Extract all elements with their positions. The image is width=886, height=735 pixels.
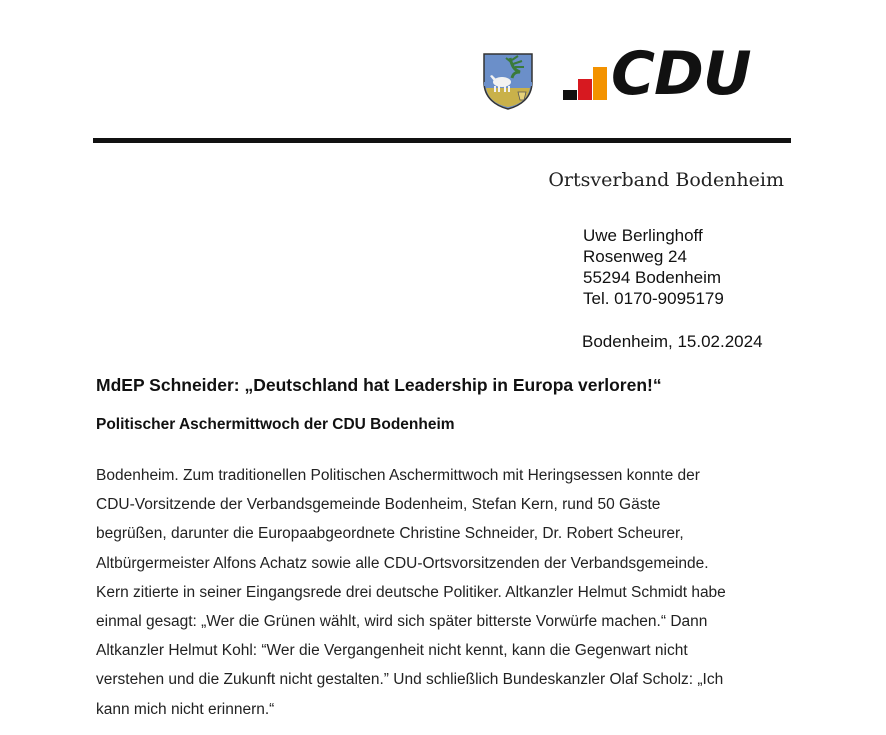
cdu-bars-icon [563, 52, 613, 102]
sender-city: 55294 Bodenheim [583, 268, 722, 287]
body-line: CDU-Vorsitzende der Verbandsgemeinde Bodenheim, Stefan Kern, rund 50 Gäste [96, 496, 661, 514]
subheadline: Politischer Aschermittwoch der CDU Bodenheim [96, 416, 455, 433]
bodenheim-crest-icon [482, 52, 534, 110]
body-paragraph [96, 461, 796, 724]
sender-street: Rosenweg 24 [583, 247, 687, 266]
body-line: Altkanzler Helmut Kohl: “Wer die Vergangenheit nicht kennt, kann die Gegenwart nicht [96, 642, 688, 660]
body-line: einmal gesagt: „Wer die Grünen wählt, wird sich später bitterste Vorwürfe machen.“ Dann [96, 613, 708, 631]
cdu-logo [563, 39, 789, 109]
body-line: verstehen und die Zukunft nicht gestalten.” Und schließlich Bundeskanzler Olaf Scholz: „Ich [96, 671, 724, 689]
page-title: MdEP Schneider: „Deutschland hat Leadership in Europa verloren!“ [96, 375, 662, 395]
body-line: begrüßen, darunter die Europaabgeordnete Christine Schneider, Dr. Robert Scheurer, [96, 525, 684, 543]
body-line: Kern zitierte in seiner Eingangsrede drei deutsche Politiker. Altkanzler Helmut Schmidt habe [96, 583, 726, 601]
sender-phone: Tel. 0170-9095179 [583, 289, 724, 308]
sender-name: Uwe Berlinghoff [583, 226, 703, 245]
date-line: Bodenheim, 15.02.2024 [582, 332, 763, 351]
ortsverband-label: Ortsverband Bodenheim [548, 169, 784, 191]
sender-address [583, 225, 724, 309]
cdu-wordmark: CDU [611, 39, 751, 109]
header-divider [93, 138, 791, 143]
body-line: Bodenheim. Zum traditionellen Politischen Aschermittwoch mit Heringsessen konnte der [96, 467, 700, 484]
body-line: Altbürgermeister Alfons Achatz sowie alle CDU-Ortsvorsitzenden der Verbandsgemeinde. [96, 554, 709, 572]
body-line: kann mich nicht erinnern.“ [96, 700, 275, 718]
letterhead [482, 39, 792, 110]
